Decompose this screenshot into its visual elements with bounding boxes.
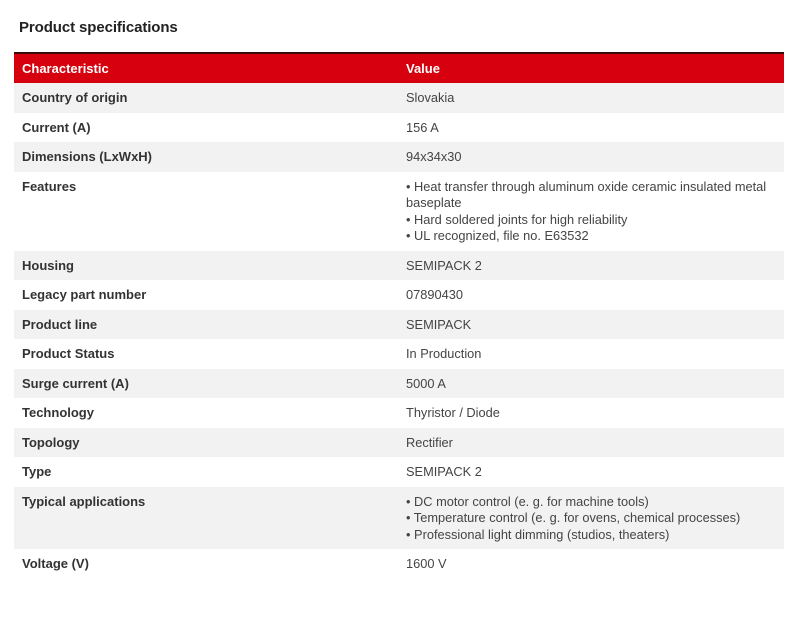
- value-cell: [398, 428, 784, 458]
- table-row: [14, 549, 784, 579]
- value-cell: [398, 339, 784, 369]
- table-row: [14, 428, 784, 458]
- value-line: 94x34x30: [406, 149, 462, 164]
- characteristic-cell: Voltage (V): [22, 556, 89, 571]
- product-specifications-section: [14, 0, 784, 579]
- value-line: SEMIPACK 2: [406, 257, 482, 273]
- section-title: Product specifications: [19, 19, 178, 36]
- value-cell: [398, 457, 784, 487]
- table-header-row: [14, 53, 784, 83]
- table-row: [14, 280, 784, 310]
- value-line: SEMIPACK: [406, 316, 472, 332]
- value-line: 07890430: [406, 287, 463, 302]
- value-line: • Professional light dimming (studios, theaters): [406, 526, 670, 542]
- value-cell: [398, 369, 784, 399]
- table-row: [14, 369, 784, 399]
- table-row: [14, 457, 784, 487]
- column-header-value: Value: [406, 61, 440, 76]
- table-row: [14, 142, 784, 172]
- characteristic-cell: Product Status: [22, 346, 115, 361]
- value-cell: [398, 310, 784, 340]
- value-cell: [398, 487, 784, 550]
- value-line: Slovakia: [406, 90, 455, 105]
- value-line: Rectifier: [406, 434, 453, 450]
- characteristic-cell: Country of origin: [22, 90, 128, 105]
- table-row: [14, 310, 784, 340]
- characteristic-cell: Current (A): [22, 119, 91, 135]
- table-row: [14, 113, 784, 143]
- value-cell: [398, 251, 784, 281]
- table-row: [14, 83, 784, 113]
- value-cell: [398, 280, 784, 310]
- characteristic-cell: Dimensions (LxWxH): [22, 149, 153, 164]
- value-line: 156 A: [406, 119, 439, 135]
- value-cell: [398, 142, 784, 172]
- value-line: Thyristor / Diode: [406, 405, 500, 420]
- column-header-characteristic: Characteristic: [22, 61, 109, 76]
- value-line: • Heat transfer through aluminum oxide ceramic insulated metal baseplate: [406, 178, 767, 210]
- value-line: • Temperature control (e. g. for ovens, chemical processes): [406, 510, 741, 525]
- characteristic-cell: Topology: [22, 434, 80, 450]
- table-body: [14, 83, 784, 579]
- characteristic-cell: Type: [22, 464, 52, 479]
- value-line: • DC motor control (e. g. for machine tools): [406, 493, 649, 509]
- value-line: 5000 A: [406, 375, 446, 391]
- value-line: 1600 V: [406, 556, 447, 571]
- characteristic-cell: Legacy part number: [22, 287, 147, 302]
- value-line: • UL recognized, file no. E63532: [406, 228, 589, 243]
- value-cell: [398, 549, 784, 579]
- characteristic-cell: Features: [22, 178, 77, 194]
- characteristic-cell: Typical applications: [22, 493, 146, 509]
- characteristic-cell: Product line: [22, 316, 98, 332]
- table-row: [14, 172, 784, 251]
- specifications-table: [14, 52, 784, 579]
- table-row: [14, 251, 784, 281]
- value-cell: [398, 398, 784, 428]
- value-line: • Hard soldered joints for high reliability: [406, 211, 628, 227]
- characteristic-cell: Technology: [22, 405, 94, 420]
- table-row: [14, 487, 784, 550]
- characteristic-cell: Housing: [22, 257, 74, 273]
- value-line: SEMIPACK 2: [406, 464, 482, 479]
- table-row: [14, 339, 784, 369]
- value-cell: [398, 172, 784, 251]
- value-cell: [398, 83, 784, 113]
- characteristic-cell: Surge current (A): [22, 375, 129, 391]
- value-line: In Production: [406, 346, 482, 361]
- table-row: [14, 398, 784, 428]
- value-cell: [398, 113, 784, 143]
